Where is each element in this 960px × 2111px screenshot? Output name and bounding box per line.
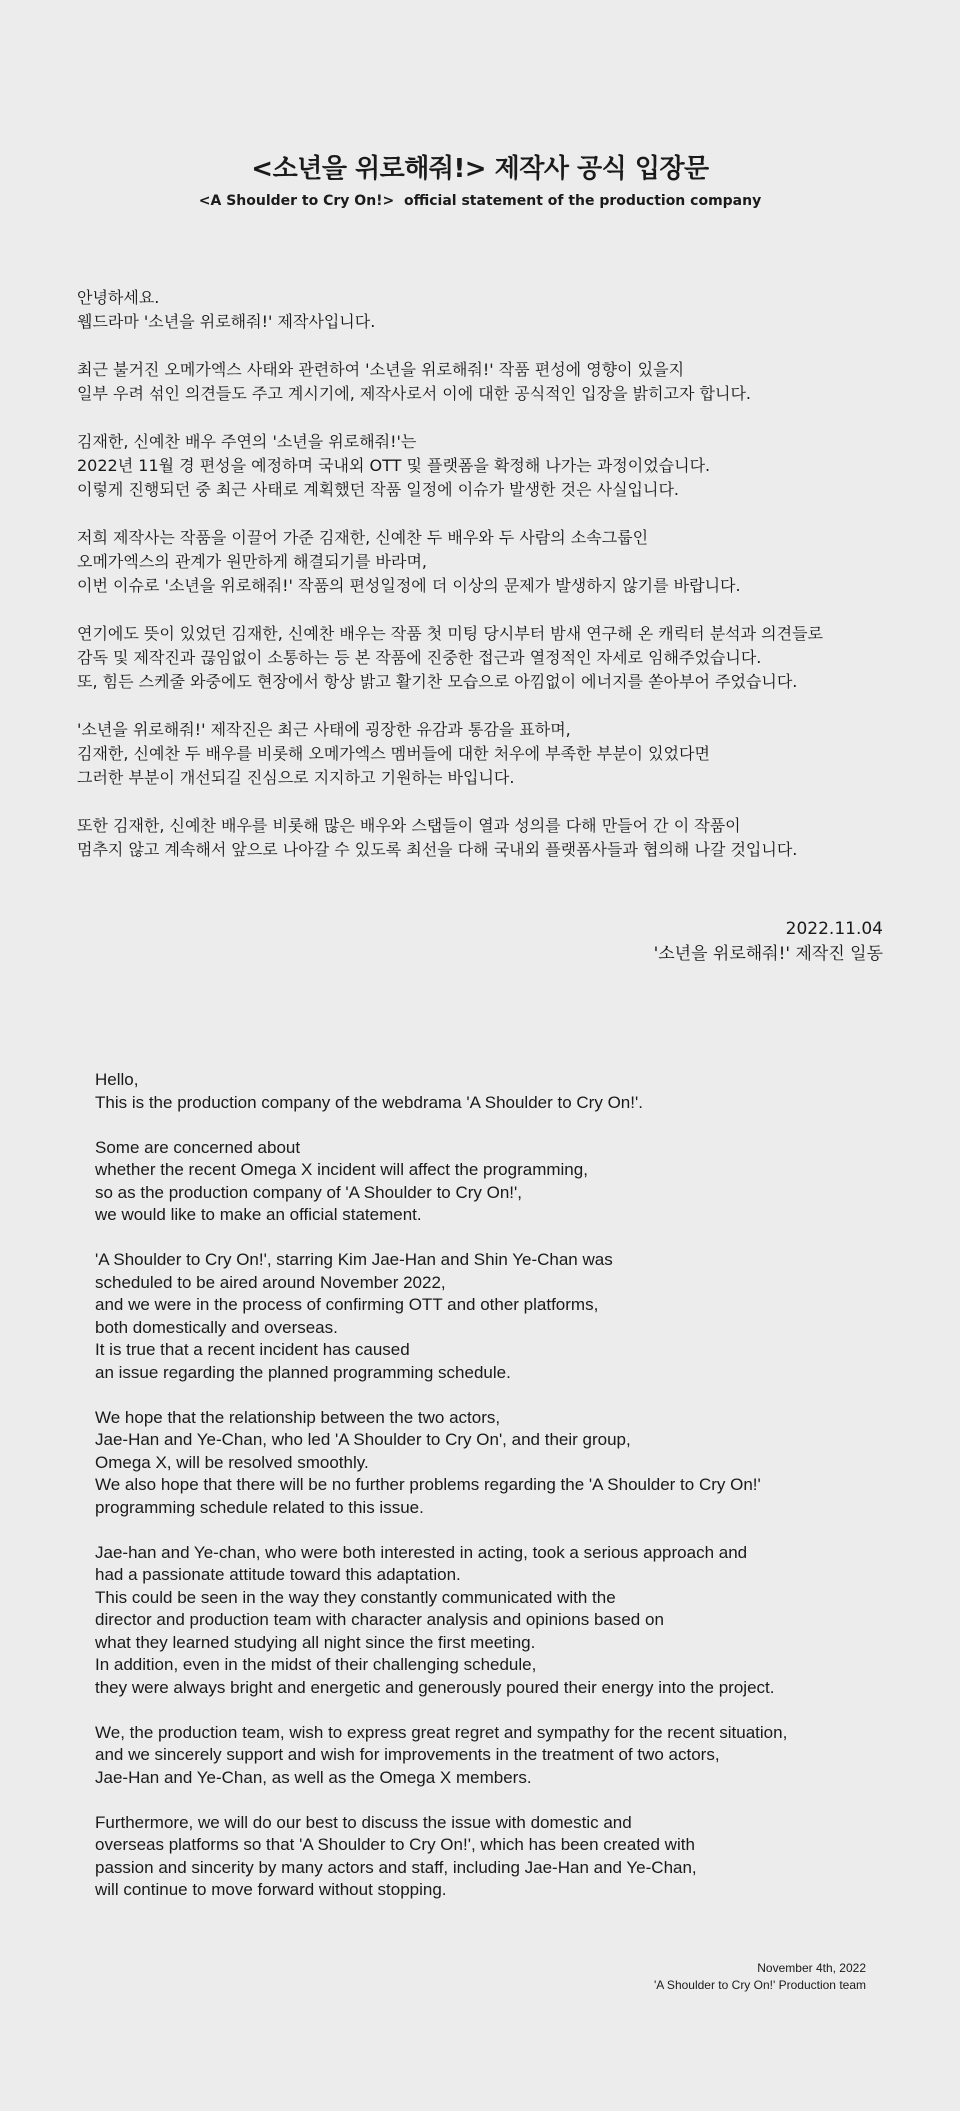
english-line: Jae-han and Ye-chan, who were both interested in acting, took a serious approach and <box>95 1542 748 1562</box>
korean-paragraph-concern <box>77 358 937 406</box>
korean-line: 감독 및 제작진과 끊임없이 소통하는 등 본 작품에 진중한 접근과 열정적인 자세로 임해주었습니다. <box>77 648 762 667</box>
english-line: programming schedule related to this issue. <box>95 1497 424 1517</box>
english-line: Hello, <box>95 1070 139 1089</box>
korean-line: 또한 김재한, 신예찬 배우를 비롯해 많은 배우와 스탭들이 열과 성의를 다해 만들어 간 이 작품이 <box>77 816 741 835</box>
english-line: and we were in the process of confirming OTT and other platforms, <box>95 1295 599 1314</box>
korean-line: 김재한, 신예찬 배우 주연의 '소년을 위로해줘!'는 <box>77 432 417 451</box>
english-paragraph-regret <box>95 1722 925 1790</box>
english-line: Jae-Han and Ye-Chan, who led 'A Shoulder to Cry On', and their group, <box>95 1430 631 1449</box>
korean-line: 오메가엑스의 관계가 원만하게 해결되기를 바라며, <box>77 552 428 571</box>
korean-line: 이번 이슈로 '소년을 위로해줘!' 작품의 편성일정에 더 이상의 문제가 발생하지 않기를 바랍니다. <box>77 576 741 595</box>
korean-line: 또, 힘든 스케줄 와중에도 현장에서 항상 밝고 활기찬 모습으로 아낌없이 에너지를 쏟아부어 주었습니다. <box>77 672 798 691</box>
korean-line: '소년을 위로해줘!' 제작진은 최근 사태에 굉장한 유감과 통감을 표하며, <box>77 720 571 739</box>
korean-line: 2022년 11월 경 편성을 예정하며 국내외 OTT 및 플랫폼을 확정해 나가는 과정이었습니다. <box>77 456 711 475</box>
korean-line: 연기에도 뜻이 있었던 김재한, 신예찬 배우는 작품 첫 미팅 당시부터 밤새 연구해 온 캐릭터 분석과 의견들로 <box>77 624 823 643</box>
english-line: Omega X, will be resolved smoothly. <box>95 1452 369 1472</box>
korean-line: 김재한, 신예찬 두 배우를 비롯해 오메가엑스 멤버들에 대한 처우에 부족한 부분이 있었다면 <box>77 744 710 763</box>
korean-paragraph-regret <box>77 718 937 790</box>
korean-line: 일부 우려 섞인 의견들도 주고 계시기에, 제작사로서 이에 대한 공식적인 입장을 밝히고자 합니다. <box>77 384 751 403</box>
english-paragraph-greeting <box>95 1069 925 1114</box>
korean-line: 그러한 부분이 개선되길 진심으로 지지하고 기원하는 바입니다. <box>77 768 515 787</box>
korean-paragraph-greeting <box>77 286 937 334</box>
english-line: Jae-Han and Ye-Chan, as well as the Omega X members. <box>95 1767 532 1787</box>
english-signature: 'A Shoulder to Cry On!' Production team <box>653 1978 866 1992</box>
english-line: We also hope that there will be no further problems regarding the 'A Shoulder to Cry On!' <box>95 1475 761 1494</box>
english-line: 'A Shoulder to Cry On!', starring Kim Jae-Han and Shin Ye-Chan was <box>95 1250 613 1269</box>
korean-date: 2022.11.04 <box>785 919 883 939</box>
english-line: will continue to move forward without stopping. <box>95 1880 447 1899</box>
korean-line: 멈추지 않고 계속해서 앞으로 나아갈 수 있도록 최선을 다해 국내외 플랫폼사들과 협의해 나갈 것입니다. <box>77 840 798 859</box>
english-paragraph-praise <box>95 1542 925 1700</box>
korean-paragraph-schedule <box>77 430 937 502</box>
korean-line: 안녕하세요. <box>77 288 160 307</box>
english-line: Furthermore, we will do our best to discuss the issue with domestic and <box>95 1812 632 1832</box>
korean-line: 이렇게 진행되던 중 최근 사태로 계획했던 작품 일정에 이슈가 발생한 것은 사실입니다. <box>77 480 679 499</box>
english-line: an issue regarding the planned programming schedule. <box>95 1362 511 1382</box>
english-statement-body <box>95 1069 925 1924</box>
english-paragraph-schedule <box>95 1249 925 1384</box>
english-line: This could be seen in the way they constantly communicated with the <box>95 1587 616 1607</box>
english-line: We hope that the relationship between the two actors, <box>95 1407 501 1427</box>
english-signature-block <box>654 1960 866 1994</box>
english-line: overseas platforms so that 'A Shoulder to Cry On!', which has been created with <box>95 1835 695 1854</box>
english-line: both domestically and overseas. <box>95 1317 338 1337</box>
english-line: whether the recent Omega X incident will affect the programming, <box>95 1160 588 1179</box>
english-line: This is the production company of the webdrama 'A Shoulder to Cry On!'. <box>95 1092 643 1112</box>
korean-line: 웹드라마 '소년을 위로해줘!' 제작사입니다. <box>77 312 376 331</box>
korean-line: 최근 불거진 오메가엑스 사태와 관련하여 '소년을 위로해줘!' 작품 편성에 영향이 있을지 <box>77 360 685 379</box>
english-date: November 4th, 2022 <box>757 1961 866 1975</box>
page-subtitle: <A Shoulder to Cry On!> official statement of the production company <box>198 193 762 209</box>
english-line: It is true that a recent incident has caused <box>95 1340 410 1359</box>
page-title: <소년을 위로해줘!> 제작사 공식 입장문 <box>251 154 709 184</box>
english-line: scheduled to be aired around November 2022, <box>95 1272 446 1292</box>
english-paragraph-closing <box>95 1812 925 1902</box>
korean-signature-block <box>654 917 883 967</box>
english-line: and we sincerely support and wish for improvements in the treatment of two actors, <box>95 1745 720 1764</box>
english-paragraph-hope <box>95 1407 925 1520</box>
english-paragraph-concern <box>95 1137 925 1227</box>
korean-signature: '소년을 위로해줘!' 제작진 일동 <box>653 944 883 964</box>
english-line: In addition, even in the midst of their challenging schedule, <box>95 1655 537 1674</box>
korean-line: 저희 제작사는 작품을 이끌어 가준 김재한, 신예찬 두 배우와 두 사람의 소속그룹인 <box>77 528 649 547</box>
korean-paragraph-closing <box>77 814 937 862</box>
english-line: We, the production team, wish to express great regret and sympathy for the recent situation, <box>95 1722 788 1742</box>
korean-paragraph-hope <box>77 526 937 598</box>
korean-paragraph-praise <box>77 622 937 694</box>
english-line: had a passionate attitude toward this adaptation. <box>95 1565 461 1584</box>
english-line: they were always bright and energetic and generously poured their energy into the project. <box>95 1677 775 1697</box>
korean-statement-body <box>77 286 937 886</box>
english-line: what they learned studying all night since the first meeting. <box>95 1632 536 1652</box>
english-line: director and production team with character analysis and opinions based on <box>95 1610 664 1629</box>
english-line: Some are concerned about <box>95 1137 301 1157</box>
english-line: so as the production company of 'A Shoulder to Cry On!', <box>95 1182 523 1202</box>
english-line: passion and sincerity by many actors and staff, including Jae-Han and Ye-Chan, <box>95 1857 697 1877</box>
english-line: we would like to make an official statement. <box>95 1205 422 1224</box>
